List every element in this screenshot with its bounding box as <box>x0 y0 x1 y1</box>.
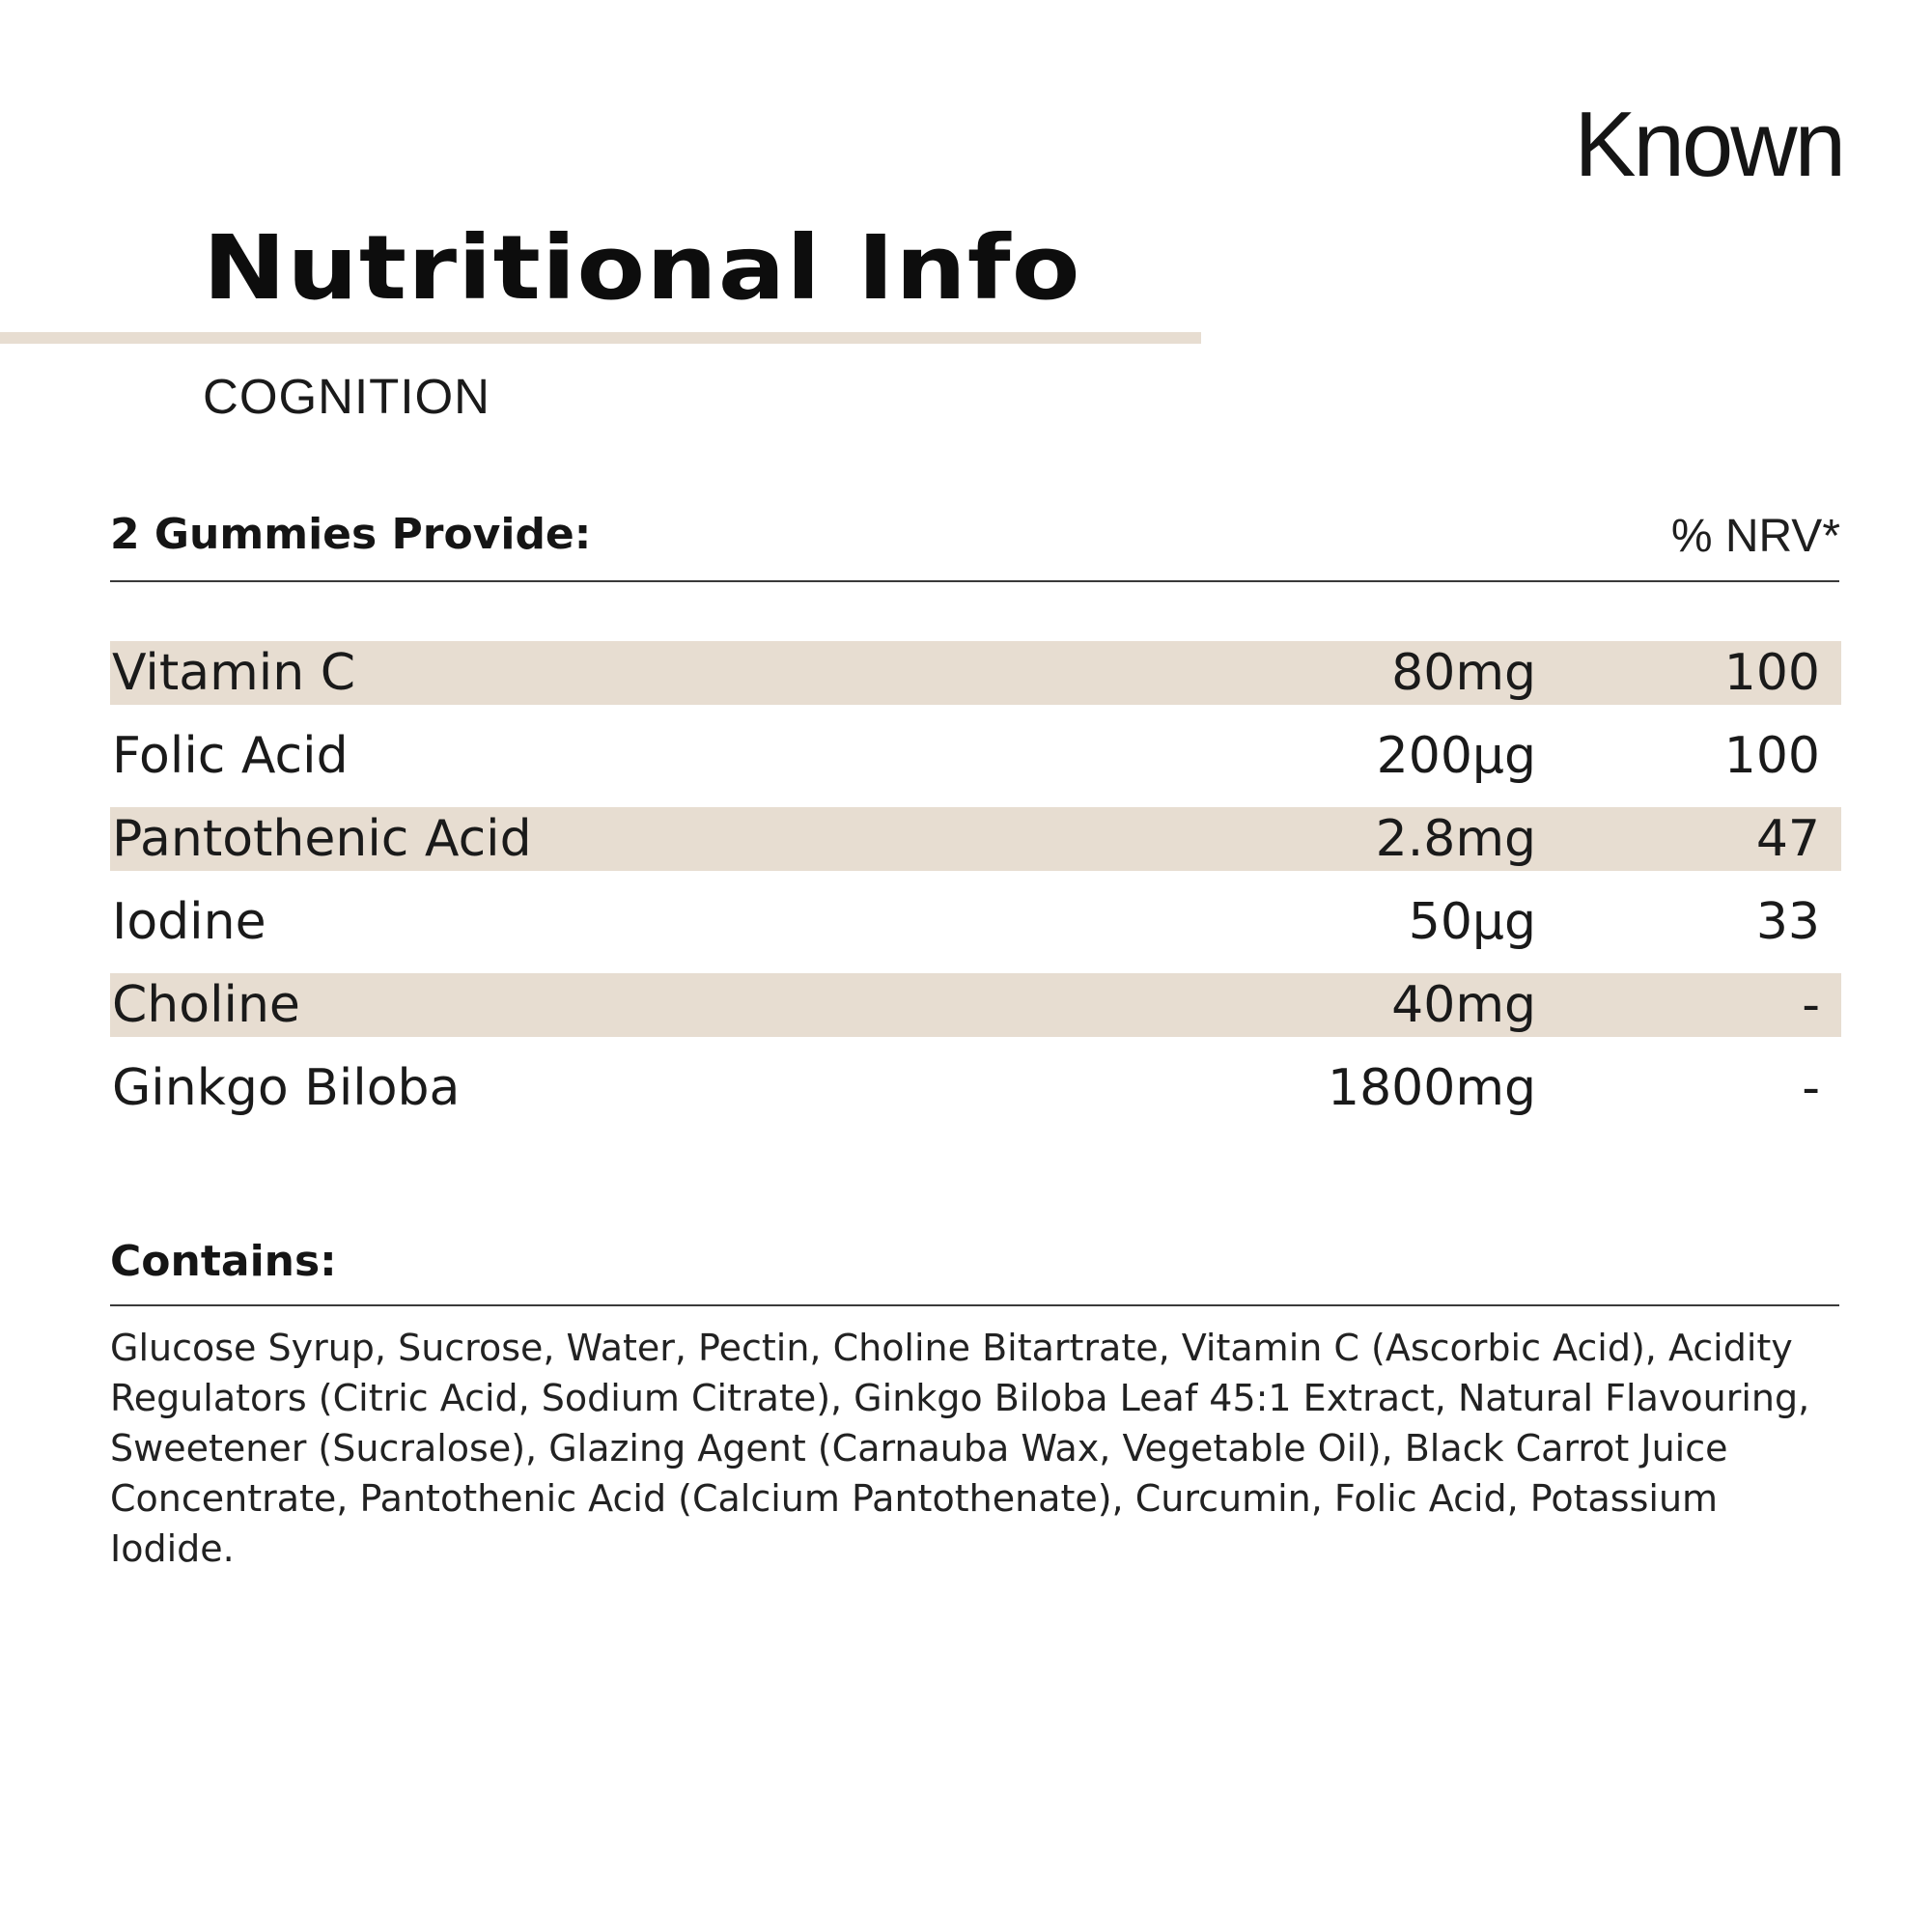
nutrient-name: Choline <box>112 976 300 1034</box>
nutrient-name: Folic Acid <box>112 727 349 785</box>
contains-divider <box>110 1304 1839 1306</box>
nutrient-amount: 200µg <box>1376 727 1536 785</box>
nutrient-amount: 50µg <box>1408 893 1536 951</box>
ingredients-list: Glucose Syrup, Sucrose, Water, Pectin, Choline Bitartrate, Vitamin C (Ascorbic Acid), Acidity Regulators (Citric Acid, Sodium Citrate), Ginkgo Biloba Leaf 45:1 Extract, Natural Flavouring, Sweetener (Sucralose), Glazing Agent (Carnauba Wax, Vegetable Oil), Black Carrot Juice Concentrate, Pantothenic Acid (Calcium Pantothenate), Curcumin, Folic Acid, Potassium Iodide. <box>110 1327 1810 1570</box>
nutrient-nrv: - <box>1802 976 1820 1034</box>
serving-header-label: 2 Gummies Provide: <box>110 510 592 559</box>
nutrient-table <box>110 631 1841 1130</box>
nutrient-amount: 2.8mg <box>1375 810 1536 868</box>
header-divider <box>110 580 1839 582</box>
product-subtitle: COGNITION <box>203 369 490 424</box>
nutrient-amount: 40mg <box>1391 976 1536 1034</box>
nutrient-nrv: 100 <box>1723 727 1820 785</box>
nutrient-nrv: 33 <box>1755 893 1820 951</box>
nutrient-name: Ginkgo Biloba <box>112 1059 461 1117</box>
nutrient-nrv: 47 <box>1755 810 1820 868</box>
page-title: Nutritional Info <box>203 216 1081 320</box>
nutrient-name: Pantothenic Acid <box>112 810 532 868</box>
nutrient-name: Iodine <box>112 893 266 951</box>
brand-logo: Known <box>1574 93 1843 196</box>
table-row <box>110 714 1841 798</box>
nutrient-amount: 80mg <box>1391 644 1536 702</box>
nutrient-name: Vitamin C <box>112 644 356 702</box>
table-row <box>110 881 1841 964</box>
nutrient-amount: 1800mg <box>1328 1059 1536 1117</box>
nrv-header-label: % NRV* <box>1670 511 1840 562</box>
table-row <box>110 973 1841 1037</box>
contains-label: Contains: <box>110 1237 337 1286</box>
table-row <box>110 1047 1841 1130</box>
nutrient-nrv: - <box>1802 1059 1820 1117</box>
table-row <box>110 807 1841 871</box>
title-underline-bar <box>0 332 1201 344</box>
table-row <box>110 641 1841 705</box>
nutrient-nrv: 100 <box>1723 644 1820 702</box>
